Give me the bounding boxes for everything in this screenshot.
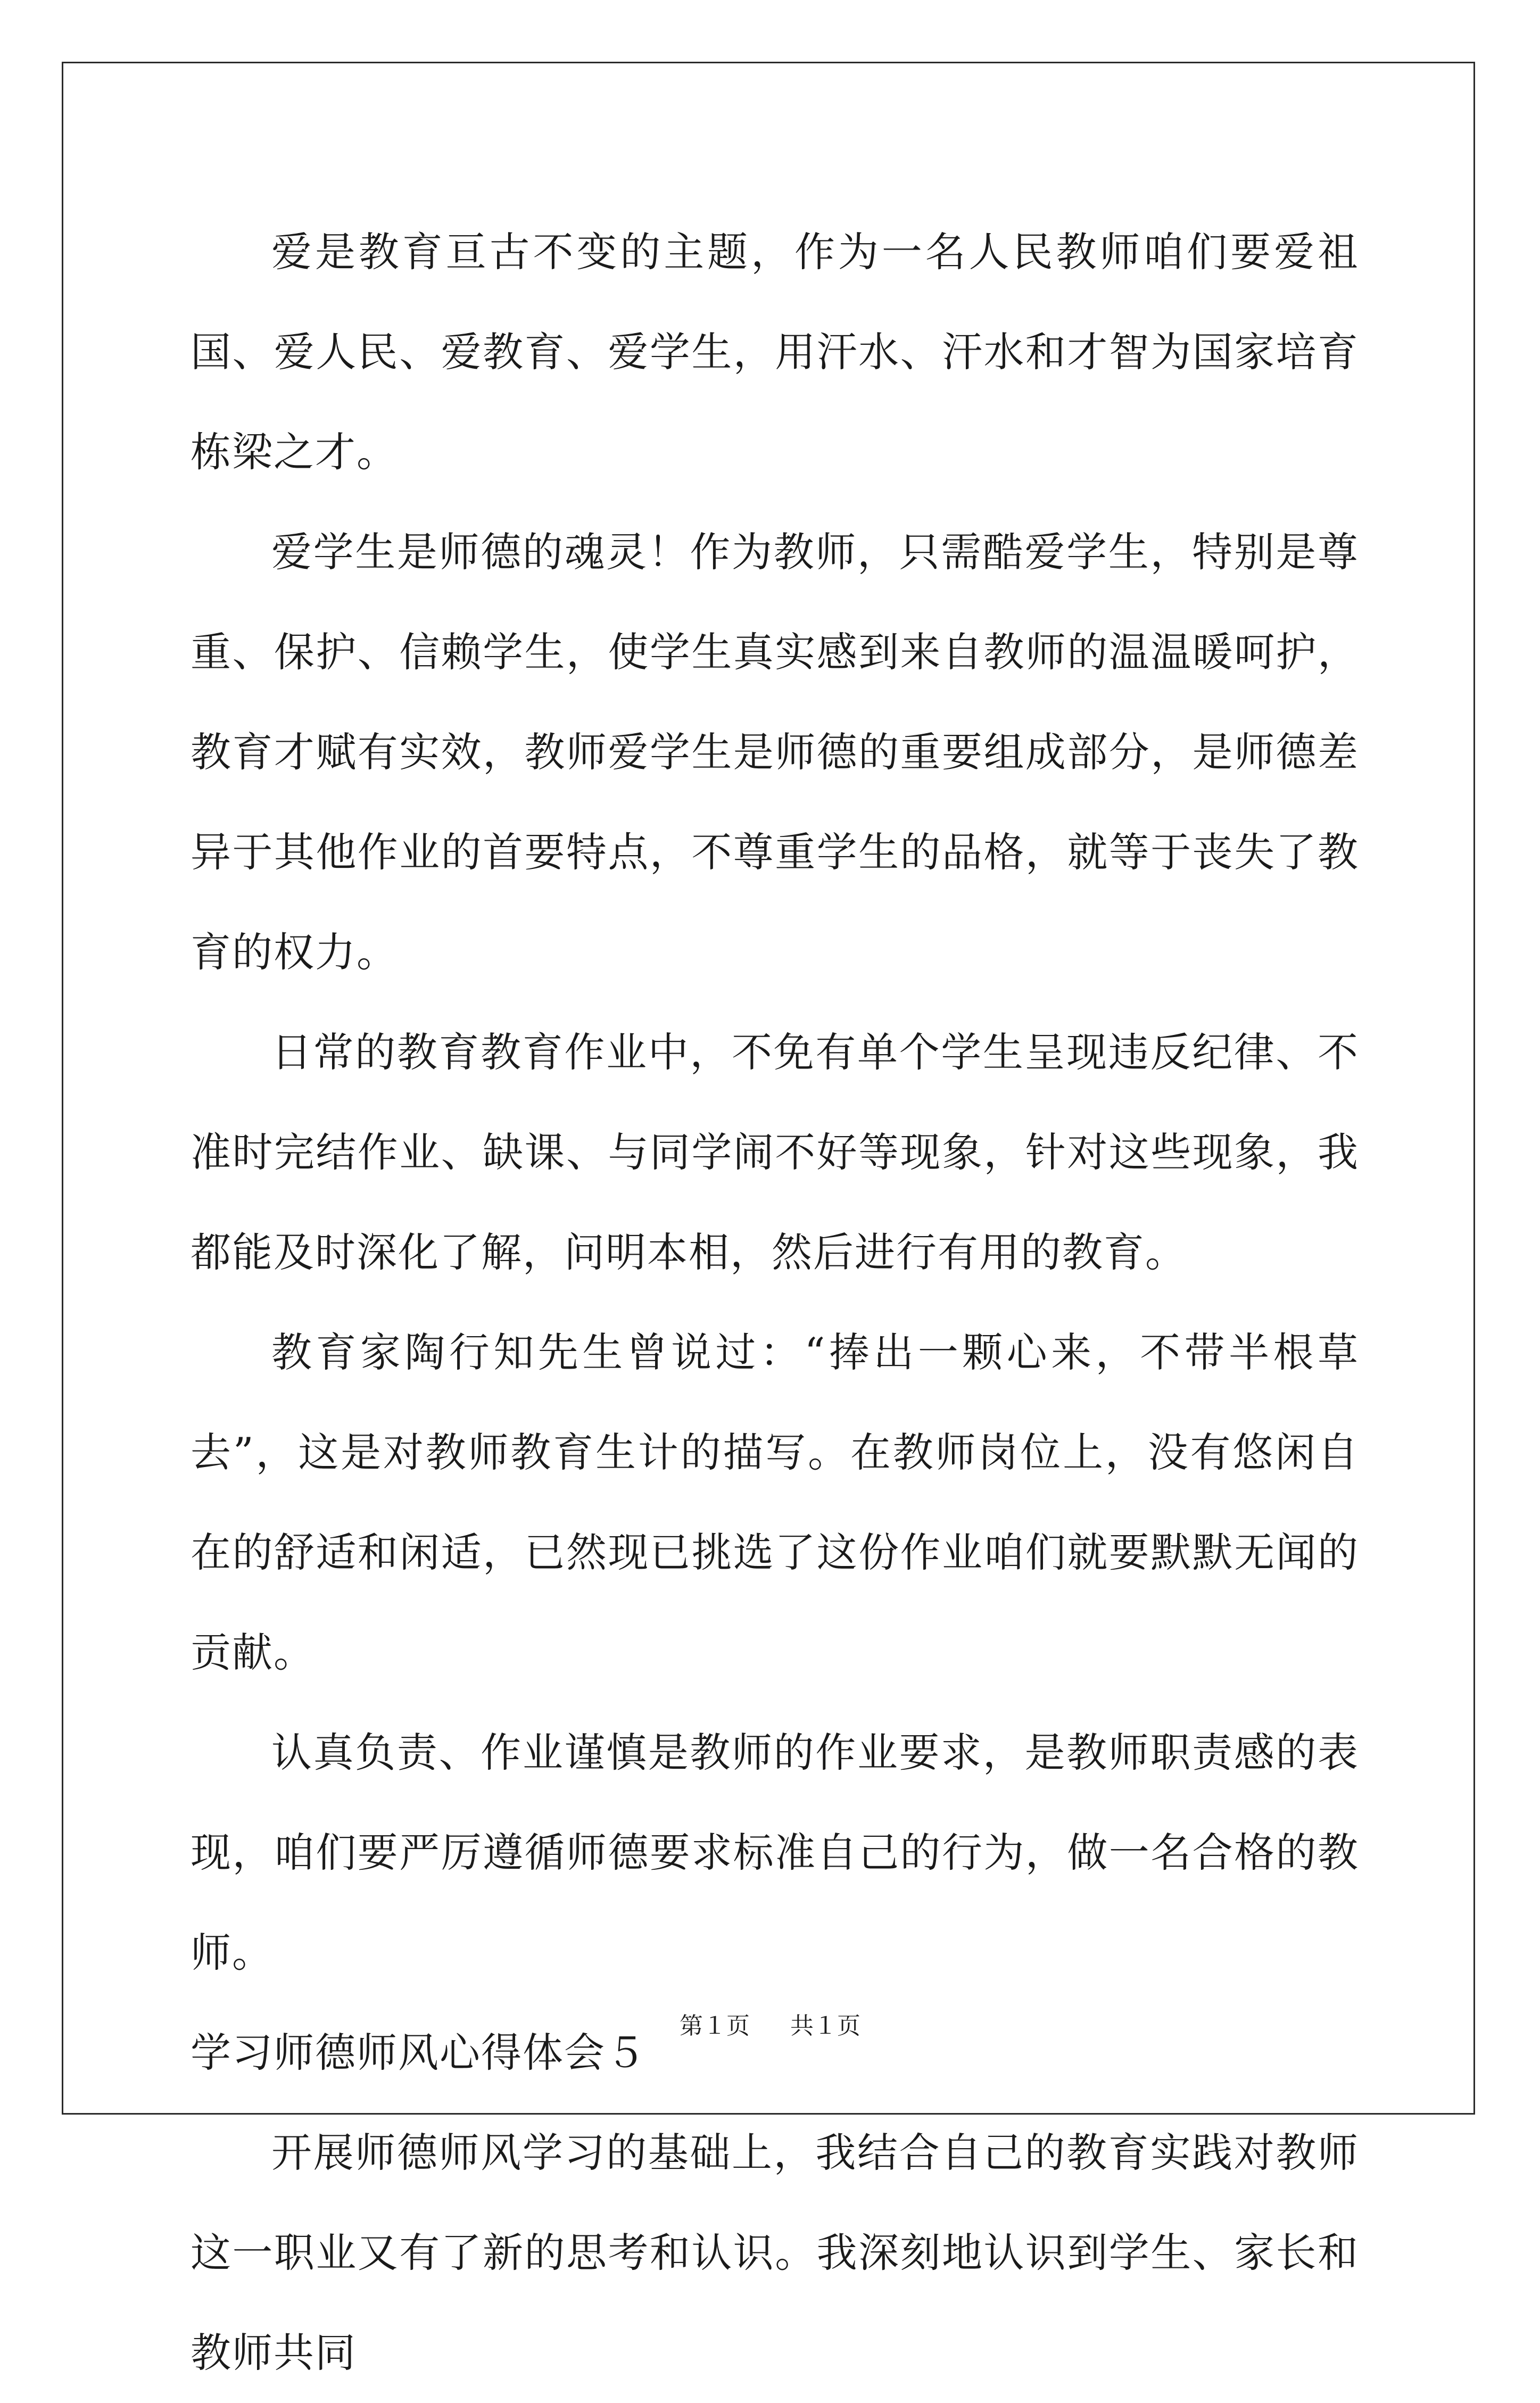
paragraph: 教育家陶行知先生曾说过：“捧出一颗心来，不带半根草去”，这是对教师教育生计的描写。在教师岗位上，没有悠闲自在的舒适和闲适，已然现已挑选了这份作业咱们就要默默无闻的贡献。: [191, 1329, 1359, 1676]
paragraph: 爱是教育亘古不变的主题，作为一名人民教师咱们要爱祖国、爱人民、爱教育、爱学生，用汗水、汗水和才智为国家培育栋梁之才。: [191, 228, 1359, 476]
paragraph: 爱学生是师德的魂灵！作为教师，只需酷爱学生，特别是尊重、保护、信赖学生，使学生真实感到来自教师的温温暖呵护，教育才赋有实效，教师爱学生是师德的重要组成部分，是师德差异于其他作业的首要特点，不尊重学生的品格，就等于丧失了教育的权力。: [191, 528, 1359, 976]
page-number-label: 第１页: [680, 2012, 750, 2040]
page-footer: [0, 2010, 1540, 2042]
page-total-label: 共１页: [790, 2012, 860, 2040]
section-heading: 学习师德师风心得体会５: [191, 2029, 647, 2076]
paragraph: 认真负责、作业谨慎是教师的作业要求，是教师职责感的表现，咱们要严厉遵循师德要求标准自己的行为，做一名合格的教师。: [191, 1729, 1359, 1976]
paragraph: 日常的教育教育作业中，不免有单个学生呈现违反纪律、不准时完结作业、缺课、与同学闹不好等现象，针对这些现象，我都能及时深化了解，问明本相，然后进行有用的教育。: [191, 1029, 1359, 1276]
paragraph: 开展师德师风学习的基础上，我结合自己的教育实践对教师这一职业又有了新的思考和认识。我深刻地认识到学生、家长和教师共同: [191, 2129, 1359, 2376]
document-body: [191, 202, 1359, 2403]
